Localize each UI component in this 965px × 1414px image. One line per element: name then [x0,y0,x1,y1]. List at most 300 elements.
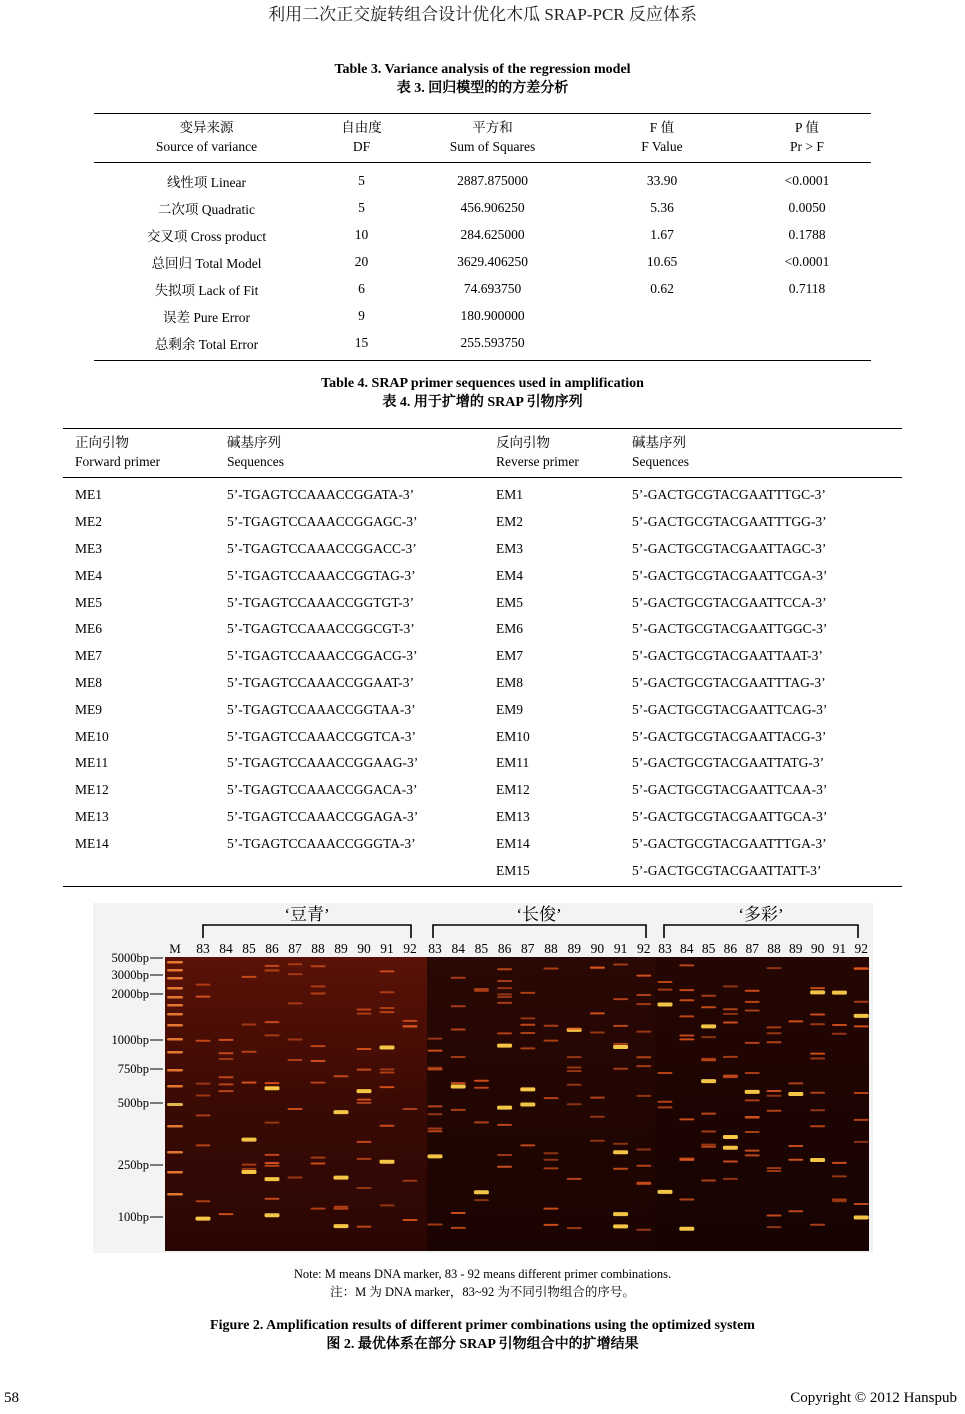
table-cell: EM5 [496,594,523,610]
gel-band [613,1045,628,1049]
gel-band [658,989,673,991]
gel-band [451,1005,466,1007]
table-cell: 总回归 Total Model [151,255,262,271]
gel-band [544,1167,559,1169]
gel-band [679,1118,694,1120]
table-cell: ME1 [75,487,102,503]
gel-band [242,1023,257,1025]
ladder-size-label: 500bp [117,1096,149,1110]
table-row [63,536,902,563]
gel-band [854,967,869,969]
gel-band [723,1075,738,1077]
table-cell: EM13 [496,808,530,824]
lane-label: 89 [334,941,348,956]
gel-band [288,1059,303,1061]
gel-band [497,980,512,982]
gel-band [767,967,782,969]
table-cell [581,329,743,361]
gel-band [658,1072,673,1074]
gel-band [497,1002,512,1004]
gel-band [167,1069,183,1072]
marker-lane-label: M [169,941,181,956]
lane-label: 91 [832,941,847,956]
gel-band [701,1036,716,1038]
gel-band [658,1106,673,1108]
gel-band [265,1177,280,1181]
gel-band [613,1150,628,1154]
gel-band [679,1034,694,1036]
table-row [63,562,902,589]
table-cell: 5’-GACTGCGTACGAATTAGC-3’ [632,540,827,556]
gel-band [380,1007,395,1009]
gel-band [544,1025,559,1027]
ladder-size-label: 1000bp [111,1033,149,1047]
gel-band [520,1024,535,1026]
gel-band [854,1014,869,1018]
table-cell [581,302,743,329]
lane-label: 92 [854,941,868,956]
gel-band [723,1146,738,1150]
gel-band [767,1032,782,1034]
gel-band [357,1226,372,1228]
gel-band [357,1102,372,1104]
table-cell: 线性项 Linear [166,174,247,190]
col-header-en: Sequences [227,454,284,469]
gel-band [474,1121,489,1123]
table-cell: 5’-GACTGCGTACGAATTGGC-3’ [632,621,828,637]
gel-band [265,970,280,972]
gel-band [357,1009,372,1011]
gel-band [810,987,825,989]
gel-band [403,1020,418,1022]
gel-band [723,1008,738,1010]
table-cell: 1.67 [650,226,674,242]
gel-band [636,975,651,977]
table-cell: 5’-GACTGCGTACGAATTACG-3’ [632,728,827,744]
lane-label: 90 [810,941,825,956]
col-header-zh: P 值 [795,120,819,135]
table-cell: 5’-TGAGTCCAAACCGGAGC-3’ [227,514,418,530]
table-cell: ME7 [75,648,102,664]
gel-band [745,1131,760,1133]
table-row [63,509,902,536]
gel-band [428,1154,443,1158]
gel-band [679,999,694,1001]
table-cell: <0.0001 [784,253,830,269]
gel-band [636,1031,651,1033]
lane-label: 85 [701,941,716,956]
table-cell [63,857,215,886]
lane-label: 90 [590,941,605,956]
gel-band [636,1229,651,1231]
gel-band [810,1092,825,1094]
gel-band [167,1193,183,1196]
gel-band [745,1072,760,1074]
col-header-zh: F 值 [649,120,675,135]
gel-band [357,1069,372,1071]
gel-band [167,1085,183,1088]
lane-label: 88 [311,941,325,956]
gel-band [788,1020,803,1022]
gel-band [380,1125,395,1127]
gel-band [428,1130,443,1132]
gel-band [380,1045,395,1049]
table-cell: 5’-TGAGTCCAAACCGGTAG-3’ [227,567,416,583]
gel-band [380,1072,395,1074]
table-row [63,857,902,886]
table-cell: 失拟项 Lack of Fit [154,282,259,298]
gel-band [832,1200,847,1202]
table-row [94,221,871,248]
table-cell: 3629.406250 [457,253,528,269]
gel-band [167,996,183,999]
gel-band [311,1060,326,1062]
col-header-en: Sequences [632,454,689,469]
gel-band [265,1034,280,1036]
table-cell: 5’-GACTGCGTACGAATTCGA-3’ [632,567,828,583]
gel-band [854,1001,869,1003]
table-row [63,643,902,670]
gel-band [380,1086,395,1088]
table-cell: ME9 [75,701,102,717]
ladder-size-label: 750bp [117,1062,149,1076]
gel-band [544,1159,559,1161]
lane-label: 85 [474,941,489,956]
table-cell: 255.593750 [404,329,581,361]
table-cell: ME13 [75,808,109,824]
figure2-caption-zh: 图 2. 最优体系在部分 SRAP 引物组合中的扩增结果 [326,1337,639,1352]
table-cell: EM8 [496,674,523,690]
gel-band [265,1165,280,1167]
table-cell: 5’-GACTGCGTACGAATTTAG-3’ [632,674,826,690]
variance-table-header [94,114,871,163]
lane-label: 83 [428,941,442,956]
col-header-zh: 自由度 [341,120,382,135]
ladder-size-label: 5000bp [111,951,149,965]
table-cell: 5’-GACTGCGTACGAATTTGC-3’ [632,487,826,503]
lane-label: 84 [219,941,233,956]
gel-band [428,1105,443,1107]
gel-band [167,1024,183,1027]
table-cell: EM3 [496,540,523,556]
gel-band [311,965,326,967]
gel-band [288,1038,303,1040]
table-cell: ME6 [75,621,102,637]
col-header-en: Forward primer [75,454,161,469]
table-cell: EM1 [496,487,523,503]
table-cell: 5’-GACTGCGTACGAATTATT-3’ [620,857,902,886]
gel-band [723,985,738,987]
table-cell: 180.900000 [460,307,525,323]
variance-table [94,113,871,361]
gel-band [265,1213,280,1217]
gel-band [167,1051,183,1054]
gel-band [167,1103,183,1106]
table-cell: 5’-TGAGTCCAAACCGGAAT-3’ [227,674,414,690]
gel-band [288,963,303,965]
gel-panel-2 [427,957,655,1251]
gel-band [265,965,280,967]
gel-band [428,1127,443,1129]
gel-band [311,1208,326,1210]
gel-band [613,1043,628,1045]
gel-panel-1 [165,957,427,1251]
table-cell: EM12 [496,782,530,798]
table-cell: 5’-GACTGCGTACGAATTATG-3’ [632,755,825,771]
gel-band [380,1011,395,1013]
table-cell: 二次项 Quadratic [157,201,256,217]
table-cell: ME5 [75,594,102,610]
lane-label: 84 [680,941,694,956]
gel-band [723,1013,738,1015]
gel-band [474,1087,489,1089]
variance-col-header [404,114,581,163]
table-cell: EM7 [496,648,523,664]
table-cell: 5’-GACTGCGTACGAATTGCA-3’ [632,808,828,824]
gel-band [767,1095,782,1097]
gel-band [810,1057,825,1059]
gel-band [723,1135,738,1139]
primer-table-header [63,429,902,478]
gel-band [357,1141,372,1143]
gel-band [357,1187,372,1189]
gel-band [745,1090,760,1094]
col-header-zh: 正向引物 [75,435,129,450]
gel-band [590,1097,605,1099]
col-header-en: Source of variance [155,139,258,154]
lane-label: 86 [497,941,512,956]
lane-label: 87 [288,941,302,956]
gel-band [451,1084,466,1088]
variance-col-header [319,114,404,163]
col-header-zh: 变异来源 [179,120,234,135]
gel-band [288,973,303,975]
lane-label: 83 [658,941,672,956]
gel-band [474,1199,489,1201]
gel-band [636,994,651,996]
gel-band [311,985,326,987]
gel-band [636,1149,651,1151]
table-row [63,830,902,857]
gel-band [745,1099,760,1101]
gel-band [497,1044,512,1048]
table-cell: 5’-GACTGCGTACGAATTTGG-3’ [632,514,827,530]
gel-band [334,1206,349,1208]
ladder-size-label: 250bp [117,1158,149,1172]
gel-band [474,1190,489,1194]
lane-label: 87 [521,941,535,956]
gel-band [451,1109,466,1111]
lane-label: 89 [789,941,803,956]
gel-band [767,1110,782,1112]
gel-band [613,1168,628,1170]
lane-label: 89 [567,941,581,956]
gel-band [242,1082,257,1084]
gel-band [567,1103,582,1105]
table-cell: ME10 [75,728,109,744]
gel-band [428,1067,443,1069]
table-row [63,723,902,750]
gel-band [403,1025,418,1027]
gel-band [544,1208,559,1210]
gel-band [334,1075,349,1077]
table4-caption-en: Table 4. SRAP primer sequences used in amplification [321,376,644,391]
gel-band [167,1004,183,1007]
gel-band [219,1090,234,1092]
table-cell: 5 [358,199,365,215]
gel-band [497,1166,512,1168]
gel-band [613,1025,628,1027]
table-row [63,777,902,804]
table-row [94,163,871,195]
table-cell: 0.0050 [788,199,826,215]
gel-band [288,1176,303,1178]
gel-band [613,998,628,1000]
gel-band [167,1151,183,1154]
table-cell: ME2 [75,514,102,530]
table-cell: EM15 [484,857,620,886]
gel-band [380,991,395,993]
table-cell: 5’-TGAGTCCAAACCGGATA-3’ [227,487,415,503]
gel-band [745,1001,760,1003]
table-cell: 6 [358,280,365,296]
gel-band [219,1058,234,1060]
gel-band [745,1010,760,1012]
gel-band [832,1175,847,1177]
gel-band [613,963,628,965]
gel-band [451,1056,466,1058]
gel-band [567,1070,582,1072]
gel-band [788,1145,803,1147]
gel-band [334,1224,349,1228]
gel-band [242,1168,257,1170]
table4-caption-zh: 表 4. 用于扩增的 SRAP 引物序列 [382,395,583,410]
gel-band [701,1113,716,1115]
gel-band [544,1152,559,1154]
gel-band [497,1154,512,1156]
table-cell: 74.693750 [463,280,522,296]
gel-band [854,1203,869,1205]
table-cell: 5’-GACTGCGTACGAATTCCA-3’ [632,594,827,610]
table-cell: 10 [354,226,369,242]
col-header-zh: 反向引物 [496,435,550,450]
gel-band [701,1079,716,1083]
lane-label: 91 [380,941,394,956]
table-cell: 5’-TGAGTCCAAACCGGAGA-3’ [227,808,419,824]
gel-band [219,1039,234,1041]
gel-band [428,1223,443,1225]
gel-band [636,1056,651,1058]
gel-band [767,1215,782,1217]
table-cell [743,302,871,329]
col-header-zh: 碱基序列 [227,435,281,450]
gel-band [723,1022,738,1024]
gel-band [520,1017,535,1019]
gel-band [196,1083,211,1085]
gel-band [167,977,183,980]
gel-band [788,1210,803,1212]
gel-band [567,1056,582,1058]
table-cell: 5’-TGAGTCCAAACCGGGTA-3’ [227,835,416,851]
table-cell: 5’-TGAGTCCAAACCGGACG-3’ [227,648,418,664]
gel-band [810,1023,825,1025]
gel-band [520,992,535,994]
col-header-en: Sum of Squares [449,139,536,154]
gel-band [265,1122,280,1124]
table-cell: 5’-TGAGTCCAAACCGGACC-3’ [227,540,417,556]
table-cell: ME14 [75,835,109,851]
gel-band [788,1159,803,1161]
col-header-en: DF [352,139,371,154]
gel-band [590,1012,605,1014]
table-cell: 5’-GACTGCGTACGAATTTGA-3’ [632,835,827,851]
gel-band [810,1053,825,1055]
table-cell: EM9 [496,701,523,717]
lane-label: 86 [723,941,738,956]
gel-band [219,1213,234,1215]
table-cell: 5’-TGAGTCCAAACCGGTGT-3’ [227,594,414,610]
gel-band [196,1200,211,1202]
gel-band [196,1095,211,1097]
table-row [63,589,902,616]
gel-band [380,970,395,972]
table-row [94,329,871,361]
gel-band [474,1080,489,1082]
gel-band [497,1124,512,1126]
gel-band [428,1113,443,1115]
gel-band [451,977,466,979]
primer-col-header [215,429,484,478]
lane-label: 92 [403,941,417,956]
gel-band [767,1226,782,1228]
gel-band [219,1052,234,1054]
group-bracket-3 [664,925,858,938]
gel-band [658,981,673,983]
col-header-en: Pr > F [790,139,824,154]
gel-band [357,1099,372,1101]
table-cell: EM4 [496,567,523,583]
primer-col-header [484,429,620,478]
gel-band [544,1097,559,1099]
primer-col-header [620,429,902,478]
figure2-note-zh: 注：M 为 DNA marker，83~92 为不同引物组合的序号。 [330,1285,635,1299]
gel-band [810,990,825,994]
group-bracket-2 [433,925,646,938]
gel-band [497,993,512,995]
table-cell: 5’-GACTGCGTACGAATTCAG-3’ [632,701,828,717]
gel-band [854,1092,869,1094]
gel-band [265,1021,280,1023]
table-cell: ME12 [75,782,109,798]
gel-band [196,1217,211,1221]
table-cell: EM2 [496,514,523,530]
gel-band [520,1032,535,1034]
gel-band [403,1180,418,1182]
gel-band [357,1089,372,1093]
gel-band [520,1144,535,1146]
lane-label: 90 [357,941,371,956]
table-cell: 误差 Pure Error [163,309,250,325]
gel-band [679,1038,694,1040]
lane-label: 87 [745,941,759,956]
primer-col-header [63,429,215,478]
group-label-1: ‘豆青’ [284,905,330,924]
gel-band [497,968,512,970]
gel-band [832,1199,847,1201]
table-row [63,696,902,723]
gel-band [311,992,326,994]
gel-band [265,1162,280,1164]
